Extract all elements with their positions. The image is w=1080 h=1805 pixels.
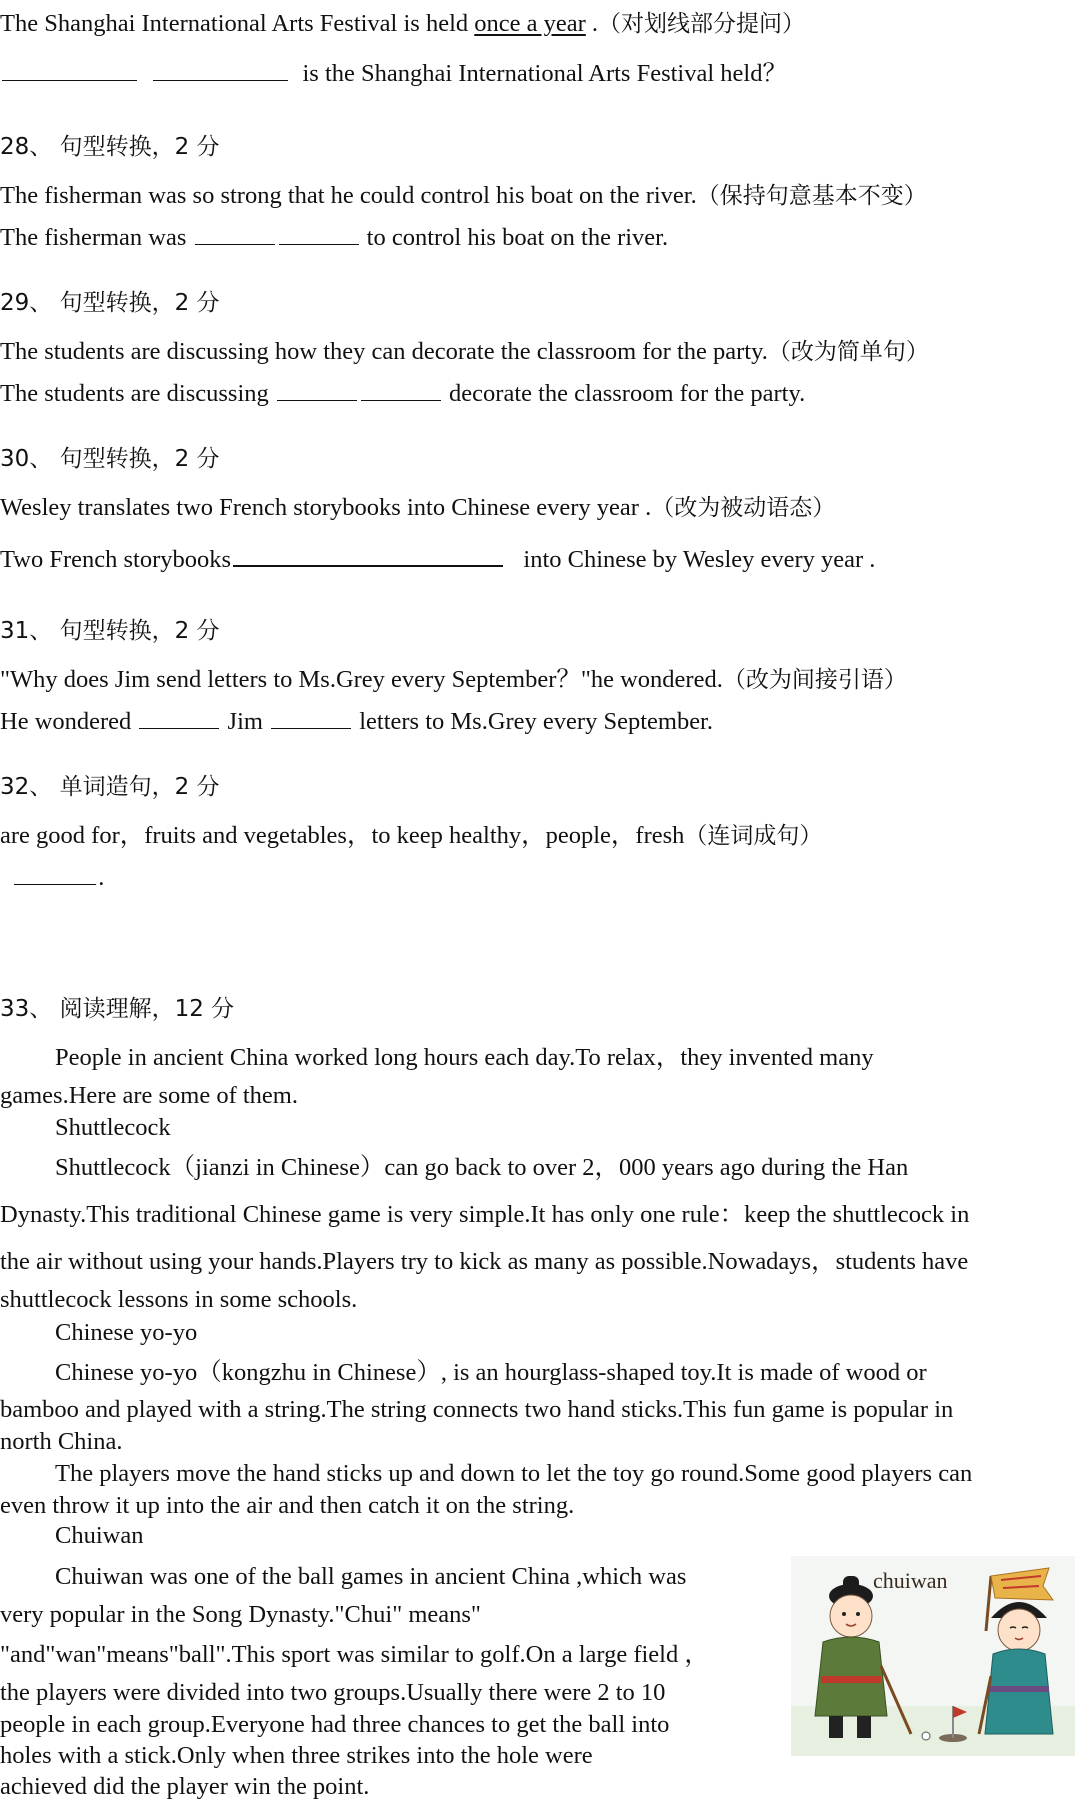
section-title-shuttlecock: Shuttlecock xyxy=(55,1114,171,1141)
q28-sentence: The fisherman was so strong that he could control his boat on the river.（保持句意基本不变） xyxy=(0,182,927,209)
q33-paragraph-line: bamboo and played with a string.The string connects two hand sticks.This fun game is popular in xyxy=(0,1396,954,1423)
answer-blank[interactable] xyxy=(153,58,288,81)
q33-heading: 33、 阅读理解，12 分 xyxy=(0,996,235,1022)
q30-answer-line: Two French storybooks into Chinese by Wesley every year . xyxy=(0,543,875,573)
q29-sentence: The students are discussing how they can decorate the classroom for the party.（改为简单句） xyxy=(0,338,929,365)
q27-underlined-phrase: once a year xyxy=(474,10,586,37)
answer-blank[interactable] xyxy=(277,378,357,401)
q31-heading: 31、 句型转换，2 分 xyxy=(0,618,220,644)
answer-blank[interactable] xyxy=(139,706,219,729)
answer-blank[interactable] xyxy=(271,706,351,729)
q33-paragraph-line: "and"wan"means"ball".This sport was similar to golf.On a large field ， xyxy=(0,1641,709,1668)
q27-answer-line: is the Shanghai International Arts Festival held？ xyxy=(0,58,787,87)
answer-blank[interactable] xyxy=(233,543,503,567)
q32-heading: 32、 单词造句，2 分 xyxy=(0,774,220,800)
q33-paragraph-line: The players move the hand sticks up and down to let the toy go round.Some good players can xyxy=(55,1460,973,1487)
q33-paragraph-line: games.Here are some of them. xyxy=(0,1082,298,1109)
section-title-chinese-yoyo: Chinese yo-yo xyxy=(55,1319,198,1346)
q33-paragraph-line: the air without using your hands.Players try to kick as many as possible.Nowadays，students have xyxy=(0,1248,969,1275)
q33-paragraph-line: holes with a stick.Only when three strikes into the hole were xyxy=(0,1742,593,1769)
answer-blank[interactable] xyxy=(14,862,96,885)
q30-heading: 30、 句型转换，2 分 xyxy=(0,446,220,472)
q33-paragraph-line: Shuttlecock（jianzi in Chinese）can go back to over 2，000 years ago during the Han xyxy=(55,1154,909,1181)
answer-blank[interactable] xyxy=(279,222,359,245)
q30-sentence: Wesley translates two French storybooks into Chinese every year .（改为被动语态） xyxy=(0,494,836,521)
q33-paragraph-line: even throw it up into the air and then catch it on the string. xyxy=(0,1492,575,1519)
q28-answer-line: The fisherman was to control his boat on the river. xyxy=(0,224,669,251)
q33-paragraph-line: the players were divided into two groups.Usually there were 2 to 10 xyxy=(0,1679,666,1706)
q33-paragraph-line: Dynasty.This traditional Chinese game is very simple.It has only one rule：keep the shuttlecock in xyxy=(0,1201,970,1228)
q27-sentence: The Shanghai International Arts Festival is held once a year .（对划线部分提问） xyxy=(0,10,806,37)
q33-paragraph-line: people in each group.Everyone had three chances to get the ball into xyxy=(0,1711,670,1738)
q32-answer-line: . xyxy=(0,862,104,891)
q27-instruction: （对划线部分提问） xyxy=(598,11,806,37)
chuiwan-illustration xyxy=(791,1556,1075,1756)
illustration-caption: chuiwan xyxy=(873,1568,948,1593)
q33-paragraph-line: People in ancient China worked long hours each day.To relax，they invented many xyxy=(55,1044,874,1071)
q33-paragraph-line: very popular in the Song Dynasty."Chui" means" xyxy=(0,1601,481,1628)
q31-sentence: "Why does Jim send letters to Ms.Grey every September？"he wondered.（改为间接引语） xyxy=(0,666,907,693)
answer-blank[interactable] xyxy=(361,378,441,401)
section-title-chuiwan: Chuiwan xyxy=(55,1522,144,1549)
q33-paragraph-line: Chuiwan was one of the ball games in ancient China ,which was xyxy=(55,1563,687,1590)
q32-sentence: are good for，fruits and vegetables，to keep healthy，people，fresh（连词成句） xyxy=(0,822,823,849)
q29-heading: 29、 句型转换，2 分 xyxy=(0,290,220,316)
answer-blank[interactable] xyxy=(195,222,275,245)
q33-paragraph-line: north China. xyxy=(0,1428,123,1455)
q33-paragraph-line: Chinese yo-yo（kongzhu in Chinese）, is an hourglass-shaped toy.It is made of wood or xyxy=(55,1359,927,1386)
q28-heading: 28、 句型转换，2 分 xyxy=(0,134,220,160)
q31-answer-line: He wondered Jim letters to Ms.Grey every September. xyxy=(0,708,713,735)
q33-paragraph-line: shuttlecock lessons in some schools. xyxy=(0,1286,358,1313)
q33-paragraph-line: achieved did the player win the point. xyxy=(0,1773,370,1800)
answer-blank[interactable] xyxy=(2,58,137,81)
q29-answer-line: The students are discussing decorate the classroom for the party. xyxy=(0,380,806,407)
